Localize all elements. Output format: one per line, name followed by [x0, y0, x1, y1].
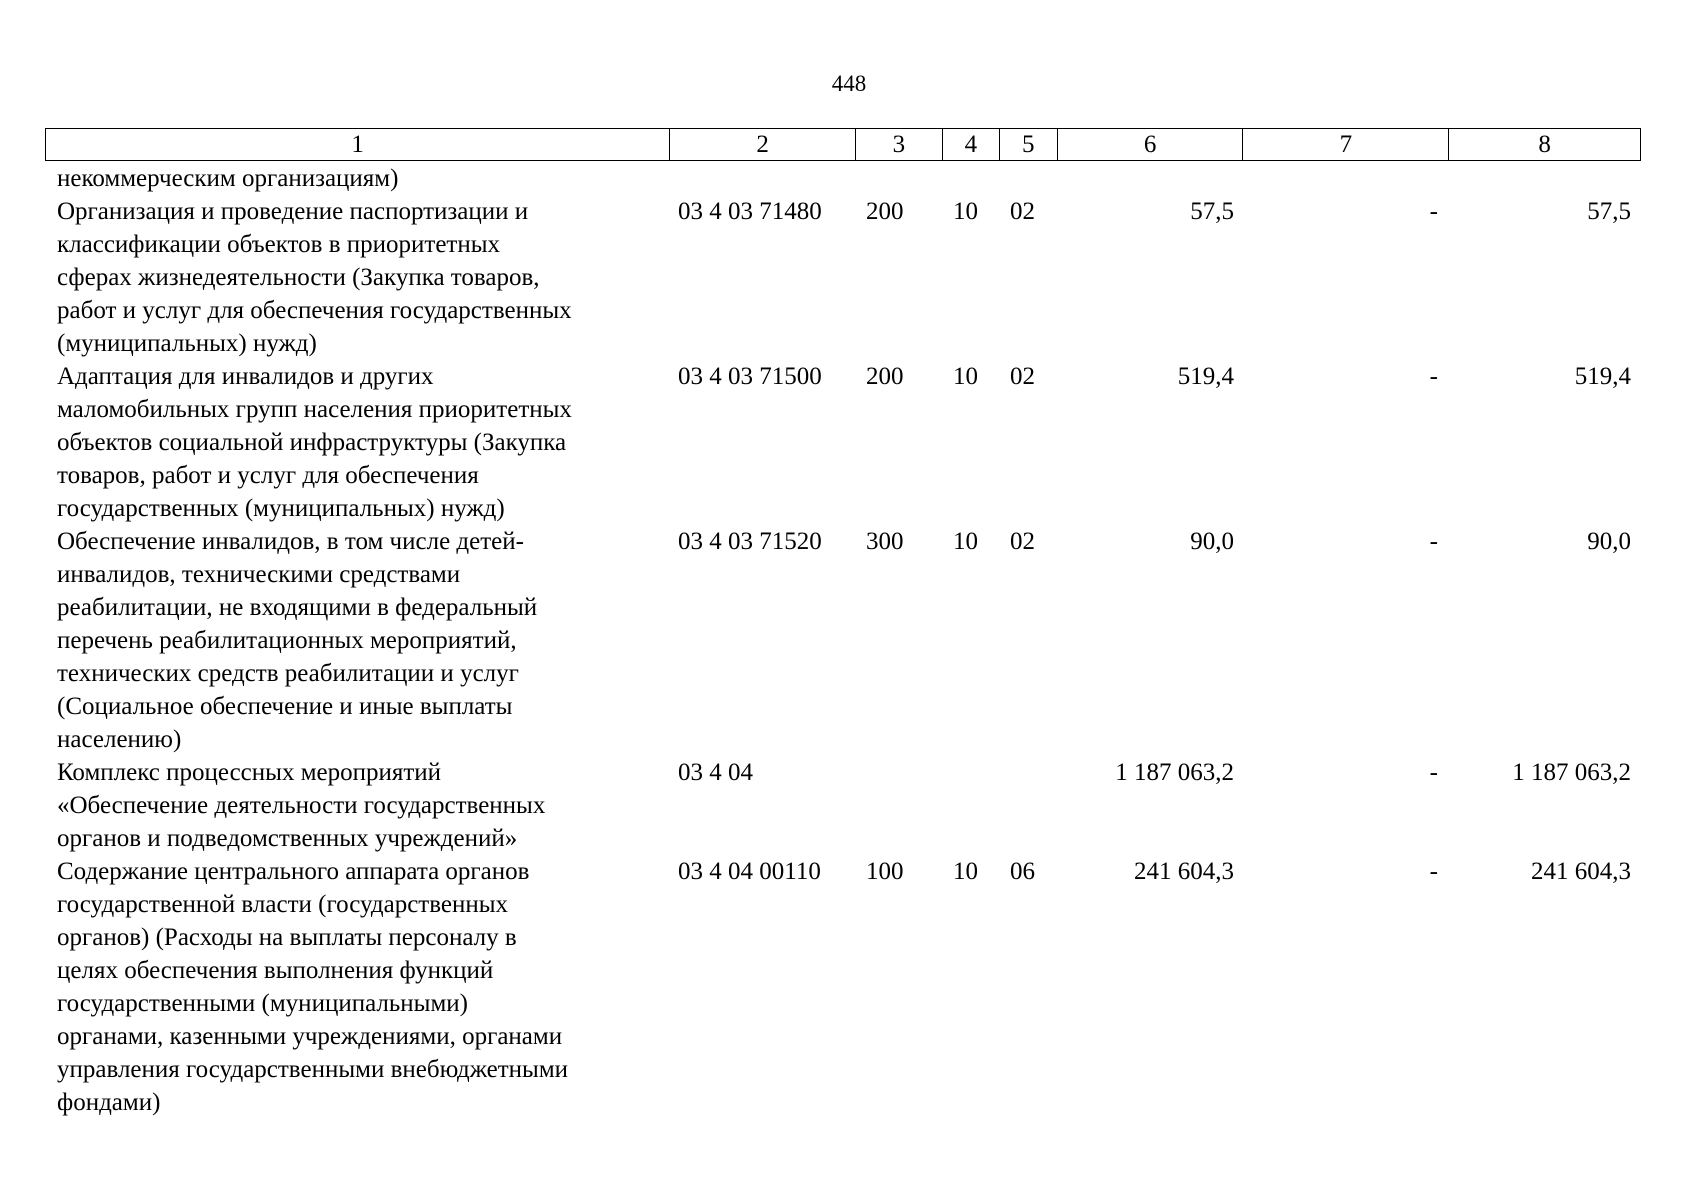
row-section: 10: [953, 858, 978, 885]
row-code: 03 4 03 71520: [678, 528, 822, 555]
description-line: Комплекс процессных мероприятий: [57, 759, 442, 786]
description-line: инвалидов, техническими средствами: [57, 561, 461, 588]
row-section: 10: [953, 363, 978, 390]
row-amount-col6: 1 187 063,2: [1115, 759, 1234, 786]
description-line: работ и услуг для обеспечения государственных: [57, 297, 572, 324]
description-line: населению): [57, 726, 182, 753]
header-col-4: 4: [943, 129, 1000, 160]
table-row: [45, 195, 1641, 360]
description-line: технических средств реабилитации и услуг: [57, 660, 519, 687]
header-col-3: 3: [856, 129, 943, 160]
row-amount-col7: [1244, 162, 1450, 195]
row-expense-type: 200: [866, 363, 904, 390]
description-line: органами, казенными учреждениями, органами: [57, 1023, 563, 1050]
description-line: государственных (муниципальных) нужд): [57, 495, 505, 522]
description-line: маломобильных групп населения приоритетных: [57, 396, 572, 423]
description-line: фондами): [57, 1089, 161, 1116]
page-number: 448: [831, 71, 867, 96]
row-amount-col6: 90,0: [1190, 528, 1234, 555]
row-section: 10: [953, 198, 978, 225]
row-amount-col6: 57,5: [1190, 198, 1234, 225]
header-col-1: 1: [46, 129, 670, 160]
row-amount-col7: -: [1429, 198, 1438, 225]
description-line: Адаптация для инвалидов и других: [57, 363, 434, 390]
row-section: [943, 756, 1000, 855]
row-expense-type: [856, 756, 943, 855]
table-row: [45, 162, 1641, 195]
row-code: 03 4 04 00110: [678, 858, 821, 885]
row-description: [45, 195, 670, 360]
table-row: [45, 756, 1641, 855]
description-line: (муниципальных) нужд): [57, 330, 317, 357]
description-line: товаров, работ и услуг для обеспечения: [57, 462, 479, 489]
row-description: [45, 756, 670, 855]
description-line: управления государственными внебюджетными: [57, 1056, 569, 1083]
description-line: органов и подведомственных учреждений»: [57, 825, 518, 852]
row-amount-col7: -: [1429, 858, 1438, 885]
row-description: [45, 525, 670, 756]
row-section: 10: [953, 528, 978, 555]
description-line: государственной власти (государственных: [57, 891, 509, 918]
row-code: [670, 162, 856, 195]
row-description: [45, 162, 670, 195]
description-line: классификации объектов в приоритетных: [57, 231, 501, 258]
row-amount-col8: 241 604,3: [1531, 858, 1631, 885]
row-subsection: 02: [1010, 363, 1035, 390]
description-line: Содержание центрального аппарата органов: [57, 858, 530, 885]
header-col-2: 2: [670, 129, 856, 160]
description-line: реабилитации, не входящими в федеральный: [57, 594, 538, 621]
table-row: [45, 855, 1641, 1119]
table-row: [45, 525, 1641, 756]
row-amount-col6: [1058, 162, 1244, 195]
row-subsection: [1000, 162, 1058, 195]
row-code: 03 4 03 71500: [678, 363, 822, 390]
row-amount-col8: [1450, 162, 1641, 195]
row-amount-col8: 1 187 063,2: [1512, 759, 1631, 786]
description-line: сферах жизнедеятельности (Закупка товаров,: [57, 264, 540, 291]
description-line: (Социальное обеспечение и иные выплаты: [57, 693, 513, 720]
row-amount-col8: 90,0: [1587, 528, 1631, 555]
description-line: объектов социальной инфраструктуры (Закупка: [57, 429, 567, 456]
row-subsection: 02: [1010, 198, 1035, 225]
row-amount-col6: 519,4: [1177, 363, 1234, 390]
row-amount-col6: 241 604,3: [1134, 858, 1234, 885]
row-section: [943, 162, 1000, 195]
row-expense-type: 200: [866, 198, 904, 225]
row-subsection: [1000, 756, 1058, 855]
description-line: перечень реабилитационных мероприятий,: [57, 627, 517, 654]
row-amount-col7: -: [1429, 759, 1438, 786]
header-col-7: 7: [1243, 129, 1449, 160]
header-col-6: 6: [1058, 129, 1244, 160]
table-header-row: [45, 128, 1641, 161]
row-amount-col8: 519,4: [1574, 363, 1631, 390]
description-line: Организация и проведение паспортизации и: [57, 198, 529, 225]
row-amount-col7: -: [1429, 363, 1438, 390]
row-amount-col7: -: [1429, 528, 1438, 555]
row-description: [45, 360, 670, 525]
row-expense-type: 300: [866, 528, 904, 555]
row-subsection: 02: [1010, 528, 1035, 555]
row-subsection: 06: [1010, 858, 1035, 885]
description-line: целях обеспечения выполнения функций: [57, 957, 494, 984]
row-expense-type: [856, 162, 943, 195]
header-col-5: 5: [1000, 129, 1058, 160]
description-line: государственными (муниципальными): [57, 990, 468, 1017]
description-line: некоммерческим организациям): [57, 165, 399, 192]
row-amount-col8: 57,5: [1587, 198, 1631, 225]
row-code: 03 4 04: [678, 759, 753, 786]
description-line: органов) (Расходы на выплаты персоналу в: [57, 924, 517, 951]
description-line: «Обеспечение деятельности государственных: [57, 792, 546, 819]
header-col-8: 8: [1538, 131, 1551, 158]
row-expense-type: 100: [866, 858, 904, 885]
description-line: Обеспечение инвалидов, в том числе детей-: [57, 528, 524, 555]
table-row: [45, 360, 1641, 525]
table-body: [45, 162, 1641, 1119]
row-code: 03 4 03 71480: [678, 198, 822, 225]
row-description: [45, 855, 670, 1119]
